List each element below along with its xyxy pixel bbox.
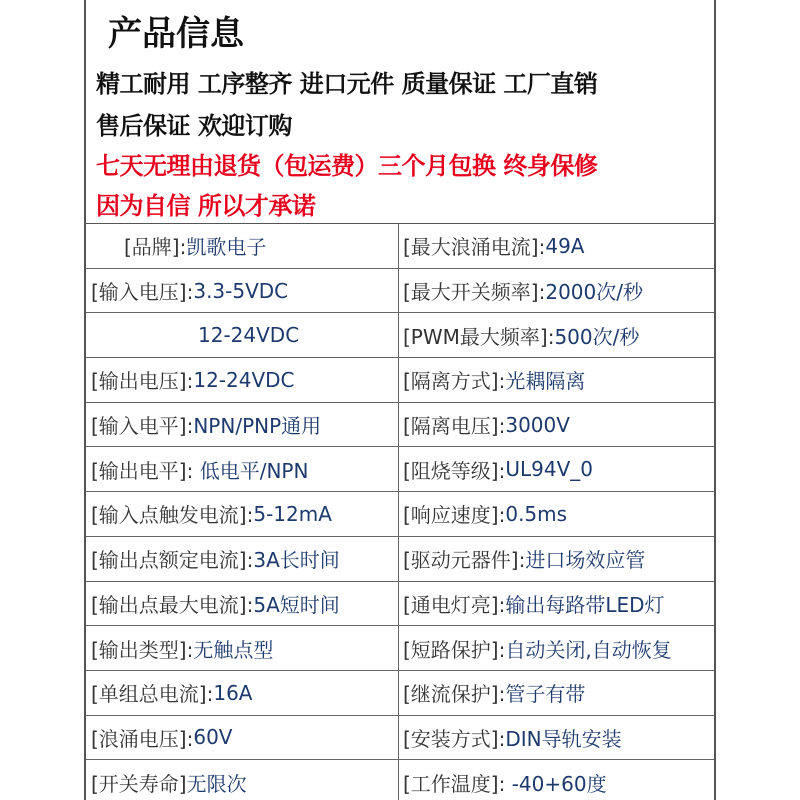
spec-label: [输入电平]: [91,414,194,439]
spec-label: [继流保护]: [403,682,506,707]
spec-value: 5-12mA [253,501,332,526]
spec-right-cell [399,582,714,626]
spec-label: [阻烧等级]: [403,458,506,483]
spec-value: 3A长时间 [253,548,340,573]
spec-right-cell [399,224,714,268]
spec-label: [通电灯亮]: [403,592,506,617]
spec-label: [响应速度]: [403,503,506,528]
spec-row [86,716,714,761]
guarantee-line-1: 七天无理由退货（包运费）三个月包换 终身保修 [96,152,598,180]
spec-row [86,447,714,492]
spec-label: [输出电压]: [91,369,194,394]
spec-label: [输出点最大电流]: [91,592,254,617]
spec-label: [最大开关频率]: [403,280,546,305]
promo-line-1: 精工耐用 工序整齐 进口元件 质量保证 工厂直销 [96,70,598,98]
spec-row [86,224,714,269]
spec-label: [工作温度]: [403,772,506,797]
spec-left-cell [86,582,399,626]
spec-left-cell [86,760,399,800]
spec-label: [隔离电压]: [403,414,506,439]
spec-row [86,313,714,358]
spec-label: [输入电压]: [91,280,194,305]
spec-left-cell [86,537,399,581]
spec-row [86,358,714,403]
spec-label: [浪涌电压]: [91,726,194,751]
spec-value: NPN/PNP通用 [193,414,322,439]
spec-label: [开关寿命] [91,772,187,797]
spec-label: [短路保护]: [403,637,506,662]
spec-row [86,403,714,448]
spec-value: 49A [545,233,585,258]
spec-label: [驱动元器件]: [403,548,526,573]
spec-label: [输入点触发电流]: [91,503,254,528]
spec-row [86,537,714,582]
spec-value: 500次/秒 [554,324,640,349]
spec-left-cell [86,447,399,491]
spec-value: 3.3-5VDC [193,278,289,303]
promo-line-2: 售后保证 欢迎订购 [96,112,292,140]
spec-value: 0.5ms [505,501,568,526]
spec-value: 3000V [505,412,570,437]
spec-label: [安装方式]: [403,726,506,751]
spec-label: [PWM最大频率]: [403,324,555,349]
guarantee-line-2: 因为自信 所以才承诺 [96,192,316,220]
spec-right-cell [399,537,714,581]
spec-right-cell [399,358,714,402]
spec-value: DIN导轨安装 [505,726,622,751]
spec-left-cell [86,671,399,715]
spec-value: 管子有带 [505,682,586,707]
spec-right-cell [399,447,714,491]
spec-left-cell [86,626,399,670]
spec-value: 无限次 [186,772,247,797]
spec-row [86,582,714,627]
spec-left-cell [86,224,399,268]
page-title: 产品信息 [108,14,244,54]
spec-right-cell [399,716,714,760]
spec-label: [输出类型]: [91,637,194,662]
spec-row [86,671,714,716]
spec-value: 无触点型 [193,637,274,662]
spec-value: 光耦隔离 [505,369,586,394]
spec-left-cell [86,716,399,760]
spec-left-cell [86,313,399,357]
spec-left-cell [86,358,399,402]
spec-value: UL94V_0 [505,457,593,482]
spec-value: 输出每路带LED灯 [505,592,665,617]
spec-left-cell [86,269,399,313]
spec-right-cell [399,626,714,670]
spec-label: [输出电平]: [91,458,194,483]
spec-label: [最大浪涌电流]: [403,235,546,260]
spec-label: [品牌]: [124,235,187,260]
spec-right-cell [399,671,714,715]
product-info-panel [84,0,716,800]
spec-value: 5A短时间 [253,592,340,617]
spec-value: 2000次/秒 [545,280,643,305]
spec-right-cell [399,492,714,536]
spec-label: [单组总电流]: [91,682,214,707]
spec-left-cell [86,492,399,536]
spec-right-cell [399,760,714,800]
spec-value: 低电平/NPN [193,458,309,483]
spec-row [86,626,714,671]
spec-value: 凯歌电子 [186,235,267,260]
spec-value: 16A [213,680,253,705]
spec-right-cell [399,313,714,357]
spec-value: 自动关闭,自动恢复 [505,637,672,662]
spec-value: 60V [193,725,233,750]
spec-value: 12-24VDC [198,323,300,348]
spec-value: 12-24VDC [193,367,295,392]
info-header [86,0,714,224]
spec-left-cell [86,403,399,447]
spec-right-cell [399,403,714,447]
spec-row [86,269,714,314]
spec-table [86,224,714,800]
spec-label: [隔离方式]: [403,369,506,394]
spec-row [86,760,714,800]
spec-right-cell [399,269,714,313]
spec-value: -40+60度 [505,772,607,797]
spec-value: 进口场效应管 [525,548,646,573]
spec-row [86,492,714,537]
spec-label: [输出点额定电流]: [91,548,254,573]
